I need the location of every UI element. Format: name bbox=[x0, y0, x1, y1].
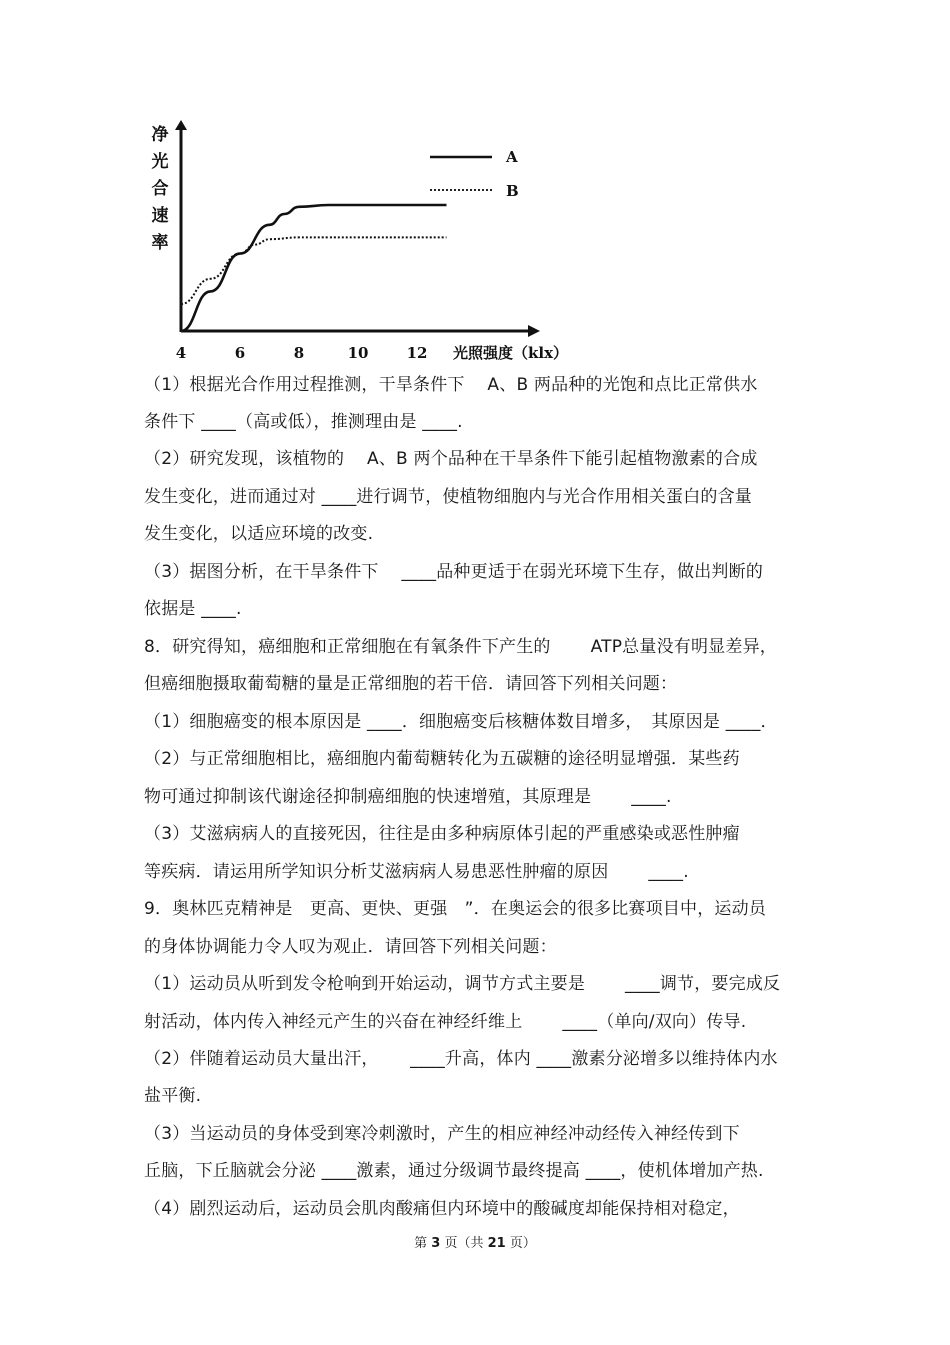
text-line: 发生变化，进而通过对 ____进行调节，使植物细胞内与光合作用相关蛋白的含量 bbox=[144, 487, 753, 507]
footer-suffix: 页） bbox=[505, 1236, 536, 1251]
text-line: 等疾病．请运用所学知识分析艾滋病病人易患恶性肿瘤的原因 ____. bbox=[144, 862, 689, 882]
x-axis-label: 光照强度（klx） bbox=[453, 344, 569, 362]
text-line: （2）与正常细胞相比，癌细胞内葡萄糖转化为五碳糖的途径明显增强．某些药 bbox=[144, 749, 740, 769]
legend-label-a: A bbox=[506, 148, 518, 166]
text-line: 但癌细胞摄取葡萄糖的量是正常细胞的若干倍．请回答下列相关问题： bbox=[144, 674, 678, 694]
footer-page-number: 3 bbox=[431, 1236, 441, 1251]
y-axis-arrow bbox=[175, 120, 187, 130]
x-tick-label: 10 bbox=[347, 344, 369, 362]
text-line: 物可通过抑制该代谢途径抑制癌细胞的快速增殖，其原理是 ____. bbox=[144, 787, 672, 807]
svg-text:净光合速率: 净光合速率 bbox=[151, 125, 169, 253]
footer-prefix: 第 bbox=[414, 1236, 432, 1251]
text-line: （3）当运动员的身体受到寒冷刺激时，产生的相应神经冲动经传入神经传到下 bbox=[144, 1124, 740, 1144]
text-line: 发生变化，以适应环境的改变. bbox=[144, 524, 374, 544]
text-line: （3）据图分析，在干旱条件下 ____品种更适于在弱光环境下生存，做出判断的 bbox=[144, 562, 764, 582]
text-line: （2）伴随着运动员大量出汗， ____升高，体内 ____激素分泌增多以维持体内水 bbox=[144, 1049, 778, 1069]
text-line: （1）根据光合作用过程推测，干旱条件下 A、B 两品种的光饱和点比正常供水 bbox=[144, 375, 758, 395]
text-line: 射活动，体内传入神经元产生的兴奋在神经纤维上 ____（单向/双向）传导. bbox=[144, 1012, 747, 1032]
series-line-b bbox=[181, 237, 447, 304]
text-line: （3）艾滋病病人的直接死因，往往是由多种病原体引起的严重感染或恶性肿瘤 bbox=[144, 824, 740, 844]
text-line: 的身体协调能力令人叹为观止．请回答下列相关问题： bbox=[144, 937, 557, 957]
text-line: 8．研究得知，癌细胞和正常细胞在有氧条件下产生的 ATP总量没有明显差异， bbox=[144, 637, 777, 657]
page-footer bbox=[0, 1232, 950, 1251]
text-line: （1）细胞癌变的根本原因是 ____．细胞癌变后核糖体数目增多， 其原因是 ____． bbox=[144, 712, 778, 732]
legend bbox=[430, 148, 519, 200]
x-axis-arrow bbox=[528, 325, 540, 337]
footer-total-pages: 21 bbox=[487, 1236, 506, 1251]
text-line: （4）剧烈运动后，运动员会肌肉酸痛但内环境中的酸碱度却能保持相对稳定， bbox=[144, 1199, 740, 1219]
text-line: 丘脑，下丘脑就会分泌 ____激素，通过分级调节最终提高 ____，使机体增加产热. bbox=[144, 1161, 764, 1181]
x-tick-label: 4 bbox=[175, 344, 187, 362]
y-axis-label bbox=[152, 124, 170, 253]
text-line: 条件下 ____（高或低），推测理由是 ____. bbox=[144, 412, 463, 432]
legend-label-b: B bbox=[506, 182, 519, 200]
x-tick-label: 12 bbox=[406, 344, 428, 362]
series-line-a bbox=[181, 205, 447, 331]
text-line: 依据是 ____. bbox=[144, 599, 242, 619]
footer-middle: 页（共 bbox=[440, 1236, 488, 1251]
text-line: （2）研究发现，该植物的 A、B 两个品种在干旱条件下能引起植物激素的合成 bbox=[144, 449, 758, 469]
x-tick-label: 8 bbox=[293, 344, 305, 362]
x-tick-label: 6 bbox=[234, 344, 246, 362]
text-line: 盐平衡. bbox=[144, 1086, 202, 1106]
text-line: 9．奥林匹克精神是 更高、更快、更强 ”．在奥运会的很多比赛项目中，运动员 bbox=[144, 899, 767, 919]
text-line: （1）运动员从听到发令枪响到开始运动，调节方式主要是 ____调节，要完成反 bbox=[144, 974, 781, 994]
photosynthesis-chart bbox=[140, 120, 600, 370]
